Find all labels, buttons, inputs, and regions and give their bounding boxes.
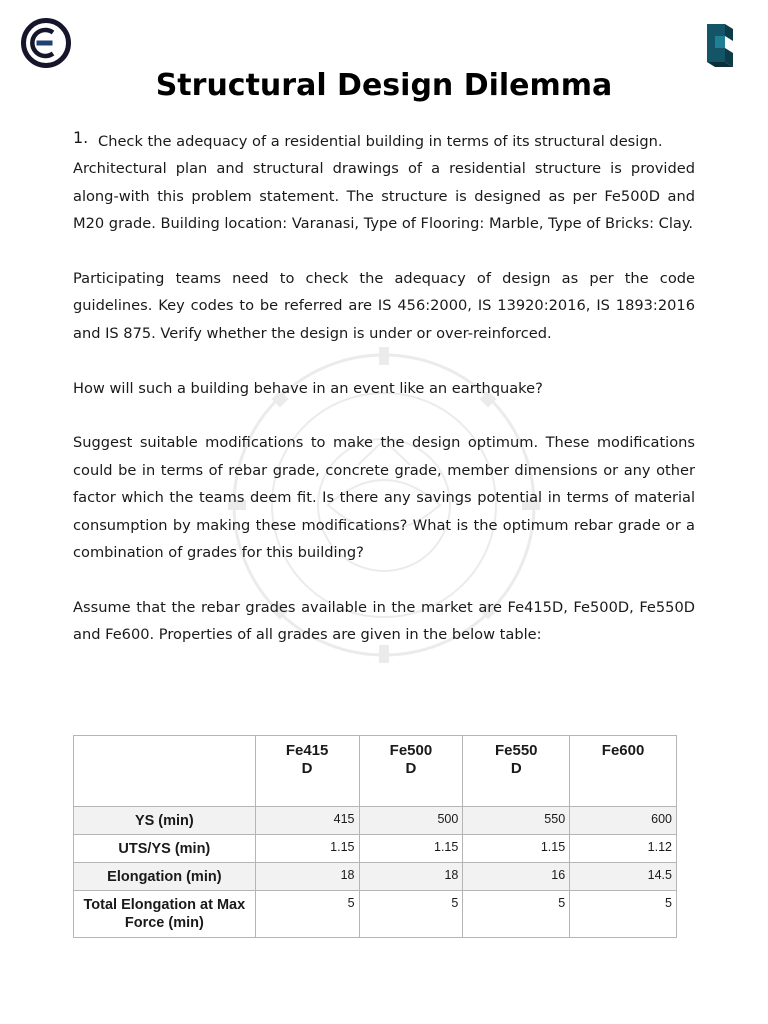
rebar-grades-table [73,735,677,938]
column-header-fe415d: Fe415 D [255,736,359,807]
table-row [74,891,677,938]
table-cell: 5 [570,891,677,938]
table-cell: 5 [463,891,570,938]
table-cell: 600 [570,807,677,835]
item-number: 1. [73,128,89,147]
table-cell: 1.15 [463,835,570,863]
table-row [74,835,677,863]
organization-logo-right [701,18,737,70]
table-corner-cell [74,736,256,807]
numbered-item [73,128,695,155]
table-header-row [74,736,677,807]
table-cell: 14.5 [570,863,677,891]
table-cell: 1.15 [359,835,463,863]
intro-paragraph: Architectural plan and structural drawings of a residential structure is provided along-with this problem statement. The structure is designed as per Fe500D and M20 grade. Building location: Varanasi, Type of Flooring: Marble, Type of Bricks: Clay. [73,160,695,233]
page-title: Structural Design Dilemma [155,68,613,103]
modifications-paragraph: Suggest suitable modifications to make the design optimum. These modifications could be in terms of rebar grade, concrete grade, member dimensions or any other factor which the teams deem fit. Is there any savings potential in terms of material consumption by making these modifications? What is the optimum rebar grade or a combination of grades for this building? [73,434,695,562]
column-header-fe500d: Fe500 D [359,736,463,807]
table-cell: 5 [255,891,359,938]
table-cell: 16 [463,863,570,891]
table-cell: 500 [359,807,463,835]
table-cell: 18 [359,863,463,891]
row-label: Total Elongation at Max Force (min) [74,891,256,938]
codes-paragraph: Participating teams need to check the adequacy of design as per the code guidelines. Key codes to be referred are IS 456:2000, IS 13920:2016, IS 1893:2016 and IS 875. Verify whether the design is under or over-reinforced. [73,270,695,342]
table-cell: 1.15 [255,835,359,863]
item-text: Check the adequacy of a residential building in terms of its structural design. [98,133,663,150]
assumption-paragraph: Assume that the rebar grades available in the market are Fe415D, Fe500D, Fe550D and Fe600. Properties of all grades are given in the below table: [73,598,695,644]
table-row [74,807,677,835]
column-header-fe550d: Fe550 D [463,736,570,807]
table-cell: 1.12 [570,835,677,863]
table-cell: 550 [463,807,570,835]
row-label: Elongation (min) [74,863,256,891]
organization-logo-left [20,17,72,69]
table-cell: 415 [255,807,359,835]
problem-statement [73,128,695,649]
table-cell: 5 [359,891,463,938]
row-label: UTS/YS (min) [74,835,256,863]
row-label: YS (min) [74,807,256,835]
table-cell: 18 [255,863,359,891]
question-paragraph: How will such a building behave in an event like an earthquake? [73,379,543,397]
table-row [74,863,677,891]
column-header-fe600: Fe600 [570,736,677,807]
